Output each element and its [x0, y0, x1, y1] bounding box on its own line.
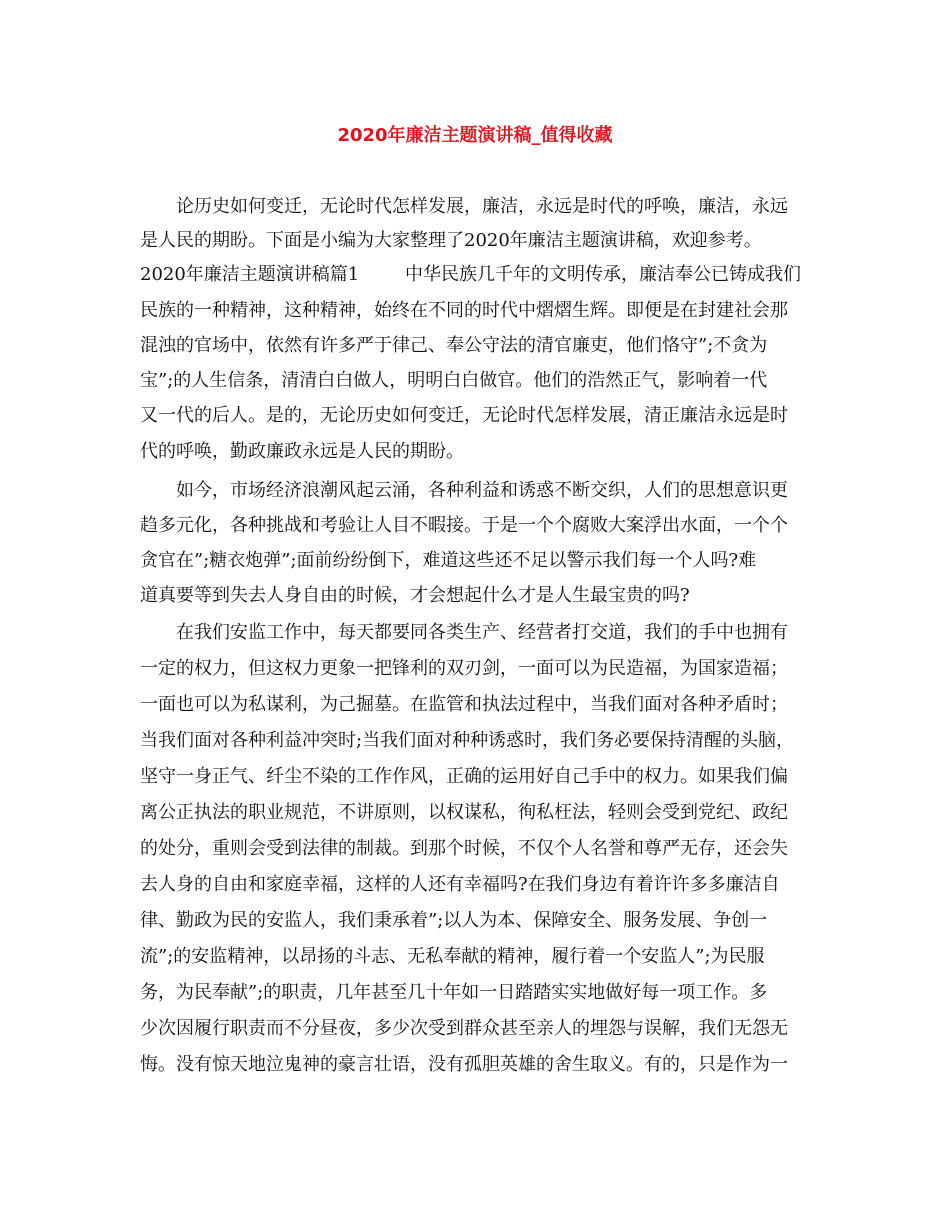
paragraph-line: 贪官在”;糖衣炮弹”;面前纷纷倒下，难道这些还不足以警示我们每一个人吗?难: [140, 550, 757, 571]
paragraph-line: 当我们面对各种利益冲突时;当我们面对种种诱惑时，我们务必要保持清醒的头脑，: [140, 730, 795, 751]
paragraph-line: 律、勤政为民的安监人，我们秉承着”;以人为本、保障安全、服务发展、争创一: [140, 910, 768, 931]
paragraph-line: 论历史如何变迁，无论时代怎样发展，廉洁，永远是时代的呼唤，廉洁，永远: [176, 196, 788, 217]
paragraph-line: 坚守一身正气、纤尘不染的工作作风，正确的运用好自己手中的权力。如果我们偏: [140, 766, 788, 787]
paragraph-line: 混浊的官场中，依然有许多严于律己、奉公守法的清官廉吏，他们恪守”;不贪为: [140, 335, 768, 356]
paragraph-line: 道真要等到失去人身自由的时候，才会想起什么才是人生最宝贵的吗?: [140, 585, 690, 606]
paragraph-line: 2020年廉洁主题演讲稿篇1 中华民族几千年的文明传承，廉洁奉公已铸成我们: [140, 264, 802, 285]
paragraph-line: 一定的权力，但这权力更象一把锋利的双刃剑，一面可以为民造福，为国家造福；: [140, 658, 788, 679]
paragraph-line: 宝”;的人生信条，清清白白做人，明明白白做官。他们的浩然正气，影响着一代: [140, 370, 768, 391]
paragraph-line: 去人身的自由和家庭幸福，这样的人还有幸福吗?在我们身边有着许许多多廉洁自: [140, 874, 780, 895]
paragraph-line: 趋多元化，各种挑战和考验让人目不暇接。于是一个个腐败大案浮出水面，一个个: [140, 515, 788, 536]
paragraph-line: 是人民的期盼。下面是小编为大家整理了2020年廉洁主题演讲稿，欢迎参考。: [140, 230, 762, 251]
paragraph-line: 在我们安监工作中，每天都要同各类生产、经营者打交道，我们的手中也拥有: [176, 622, 788, 643]
paragraph-line: 又一代的后人。是的，无论历史如何变迁，无论时代怎样发展，清正廉洁永远是时: [140, 405, 788, 426]
paragraph-line: 民族的一种精神，这种精神，始终在不同的时代中熠熠生辉。即便是在封建社会那: [140, 300, 788, 321]
paragraph-line: 离公正执法的职业规范，不讲原则，以权谋私，徇私枉法，轻则会受到党纪、政纪: [140, 802, 788, 823]
paragraph-line: 一面也可以为私谋利，为己掘墓。在监管和执法过程中，当我们面对各种矛盾时；: [140, 694, 788, 715]
paragraph-line: 悔。没有惊天地泣鬼神的豪言壮语，没有孤胆英雄的舍生取义。有的，只是作为一: [140, 1054, 788, 1075]
paragraph-line: 少次因履行职责而不分昼夜，多少次受到群众甚至亲人的埋怨与误解，我们无怨无: [140, 1018, 788, 1039]
paragraph-line: 的处分，重则会受到法律的制裁。到那个时候，不仅个人名誉和尊严无存，还会失: [140, 838, 788, 859]
paragraph-line: 代的呼唤，勤政廉政永远是人民的期盼。: [140, 441, 464, 462]
paragraph-line: 流”;的安监精神，以昂扬的斗志、无私奉献的精神，履行着一个安监人”;为民服: [140, 946, 765, 967]
document-title: 2020年廉洁主题演讲稿_值得收藏: [337, 125, 613, 146]
paragraph-line: 如今，市场经济浪潮风起云涌，各种利益和诱惑不断交织，人们的思想意识更: [176, 480, 788, 501]
paragraph-line: 务，为民奉献”;的职责，几年甚至几十年如一日踏踏实实地做好每一项工作。多: [140, 982, 768, 1003]
